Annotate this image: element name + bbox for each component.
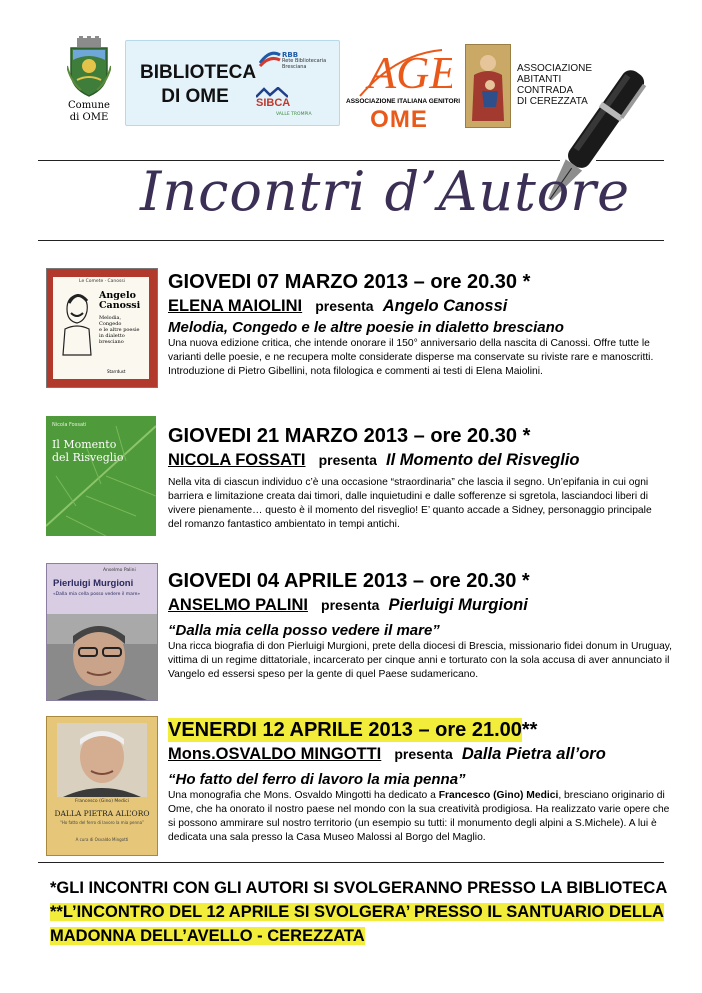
leaf-texture-icon bbox=[46, 416, 156, 536]
cover-author: Nicola Fossati bbox=[52, 422, 87, 428]
comune-caption: Comune di OME bbox=[68, 100, 110, 123]
biblioteca-di-ome-logo bbox=[125, 40, 340, 126]
rbb-label: RBB bbox=[282, 51, 299, 59]
book-cover-angelo-canossi bbox=[46, 268, 158, 388]
cover-subtitle: Melodia, Congedo e le altre poesie in dialetto bresciano bbox=[99, 315, 140, 345]
cover-top-text: Le Comete · Canossi bbox=[79, 279, 125, 284]
event-date: GIOVEDI 07 MARZO 2013 – ore 20.30 * bbox=[168, 271, 531, 293]
event-book-title: Dalla Pietra all’oro bbox=[461, 745, 606, 763]
title-rule bbox=[38, 240, 664, 241]
cover-title: DALLA PIETRA ALL’ORO bbox=[54, 809, 150, 818]
book-cover-dalla-pietra-all-oro bbox=[46, 716, 158, 856]
event-author: NICOLA FOSSATI bbox=[168, 451, 306, 469]
description-bold-name: Francesco (Gino) Medici bbox=[438, 790, 559, 801]
age-ome: OME bbox=[370, 106, 428, 133]
comune-di-ome-logo bbox=[56, 36, 122, 124]
event-description: Una nuova edizione critica, che intende onorare il 150° anniversario della nascita di Canossi. Offre tutte le varianti delle poesie, e ne recupera molte considerate disperse ma conservate su riviste rare e manoscritti. Introduzione di Pietro Gibellini, nota filologica e commenti ai testi di Elena Maiolini. bbox=[168, 338, 654, 377]
event-book-title: Pierluigi Murgioni bbox=[388, 596, 528, 614]
event-subtitle: “Dalla mia cella posso vedere il mare” bbox=[168, 622, 440, 639]
madonna-icon bbox=[466, 45, 510, 127]
page-title: Incontri d’Autore bbox=[140, 160, 631, 223]
event-author: Mons.OSVALDO MINGOTTI bbox=[168, 745, 382, 763]
event-presenta: presenta bbox=[315, 298, 374, 314]
event-presenta: presenta bbox=[318, 452, 377, 468]
age-logo-text: AGE bbox=[368, 47, 452, 98]
footer-notes bbox=[50, 876, 680, 948]
biblioteca-name: BIBLIOTECA DI OME bbox=[140, 62, 257, 107]
footer-note-3: MADONNA DELL’AVELLO - CEREZZATA bbox=[50, 927, 365, 945]
cover-author: Francesco (Gino) Medici bbox=[75, 799, 129, 804]
event-date: GIOVEDI 04 APRILE 2013 – ore 20.30 * bbox=[168, 570, 530, 592]
age-ome-logo bbox=[346, 44, 460, 133]
sibca-sub: VALLE TROMPIA bbox=[276, 112, 312, 117]
footer-note-2: **L’INCONTRO DEL 12 APRILE SI SVOLGERA’ PRESSO IL SANTUARIO DELLA bbox=[50, 903, 664, 921]
footer-note-1: *GLI INCONTRI CON GLI AUTORI SI SVOLGERANNO PRESSO LA BIBLIOTECA bbox=[50, 879, 668, 897]
event-description: Nella vita di ciascun individuo c’è una occasione “straordinaria” che lascia il segno. Un’epifania in cui ogni barriera e limitazione creata dai timori, dalle inquietudini e dalle sofferenze si sgretola, lasciandoci liberi di vivere pienamente… questo è il momento del risveglio! E’ quanto accade a Sidney, personaggio principale del romanzo fantastico ambientato in tempi antichi. bbox=[168, 477, 652, 530]
cover-subtitle: «Dalla mia cella posso vedere il mare» bbox=[53, 592, 141, 597]
event-author: ANSELMO PALINI bbox=[168, 596, 308, 614]
sibca-label: SIBCA bbox=[256, 97, 291, 109]
event-subtitle: “Ho fatto del ferro di lavoro la mia penna” bbox=[168, 771, 466, 788]
cover-author: Anselmo Palini bbox=[103, 568, 136, 573]
event-description: Una ricca biografia di don Pierluigi Murgioni, prete della diocesi di Brescia, missionario fidei donum in Uruguay, vittima di un regime dittatoriale, incarcerato per cinque anni e torturato con la sola accusa di aver annunciato il Vangelo ed essersi speso per la gente di quel Paese sudamericano. bbox=[168, 641, 673, 680]
age-subtitle: ASSOCIAZIONE ITALIANA GENITORI bbox=[346, 98, 460, 105]
event-subtitle: Melodia, Congedo e le altre poesie in dialetto bresciano bbox=[168, 319, 564, 336]
event-description bbox=[168, 789, 678, 845]
event-presenta: presenta bbox=[394, 746, 453, 762]
footer-rule bbox=[38, 862, 664, 863]
event-author: ELENA MAIOLINI bbox=[168, 297, 303, 315]
age-logo-icon bbox=[346, 44, 452, 100]
rbb-icon bbox=[259, 51, 281, 67]
cover-title: Il Momento del Risveglio bbox=[52, 438, 124, 464]
event-date: GIOVEDI 21 MARZO 2013 – ore 20.30 * bbox=[168, 425, 531, 447]
cover-subtitle: “Ho fatto del ferro di lavoro la mia penna” bbox=[59, 820, 145, 825]
madonna-image bbox=[465, 44, 511, 128]
event-book-title: Il Momento del Risveglio bbox=[386, 451, 580, 469]
cover-title: Angelo Canossi bbox=[99, 290, 141, 311]
event-date-suffix: ** bbox=[521, 719, 538, 741]
description-pre: Una monografia che Mons. Osvaldo Mingotti ha dedicato a bbox=[168, 790, 439, 801]
cover-title: Pierluigi Murgioni bbox=[53, 578, 134, 589]
portrait-photo-icon bbox=[57, 723, 147, 797]
cover-editor: A cura di Osvaldo Mingotti bbox=[75, 837, 129, 842]
event-book-title: Angelo Canossi bbox=[382, 297, 508, 315]
coat-of-arms-icon bbox=[67, 36, 111, 98]
portrait-photo-icon bbox=[47, 614, 157, 700]
description-post: , bresciano originario di Ome, che ha onorato il nostro paese nel mondo con la sua creatività prodigiosa. Ha realizzato varie opere che si possono ammirare sul nostro territorio (un esempio su tutti: il monumento degli alpini a S.Michele). A lui è dedicata una sala presso la Casa Museo Malossi al Borgo del Maglio. bbox=[168, 790, 670, 843]
event-presenta: presenta bbox=[321, 597, 380, 613]
cover-publisher: Starrdust bbox=[107, 369, 126, 374]
associazione-abitanti-text: ASSOCIAZIONE ABITANTI CONTRADA DI CEREZZATA bbox=[517, 63, 593, 107]
portrait-sketch-icon bbox=[57, 289, 97, 359]
book-cover-pierluigi-murgioni bbox=[46, 563, 158, 701]
rbb-text: Rete Bibliotecaria Bresciana bbox=[282, 58, 327, 70]
event-date: VENERDI 12 APRILE 2013 – ore 21.00 bbox=[168, 719, 522, 741]
book-cover-il-momento-del-risveglio bbox=[46, 416, 156, 536]
